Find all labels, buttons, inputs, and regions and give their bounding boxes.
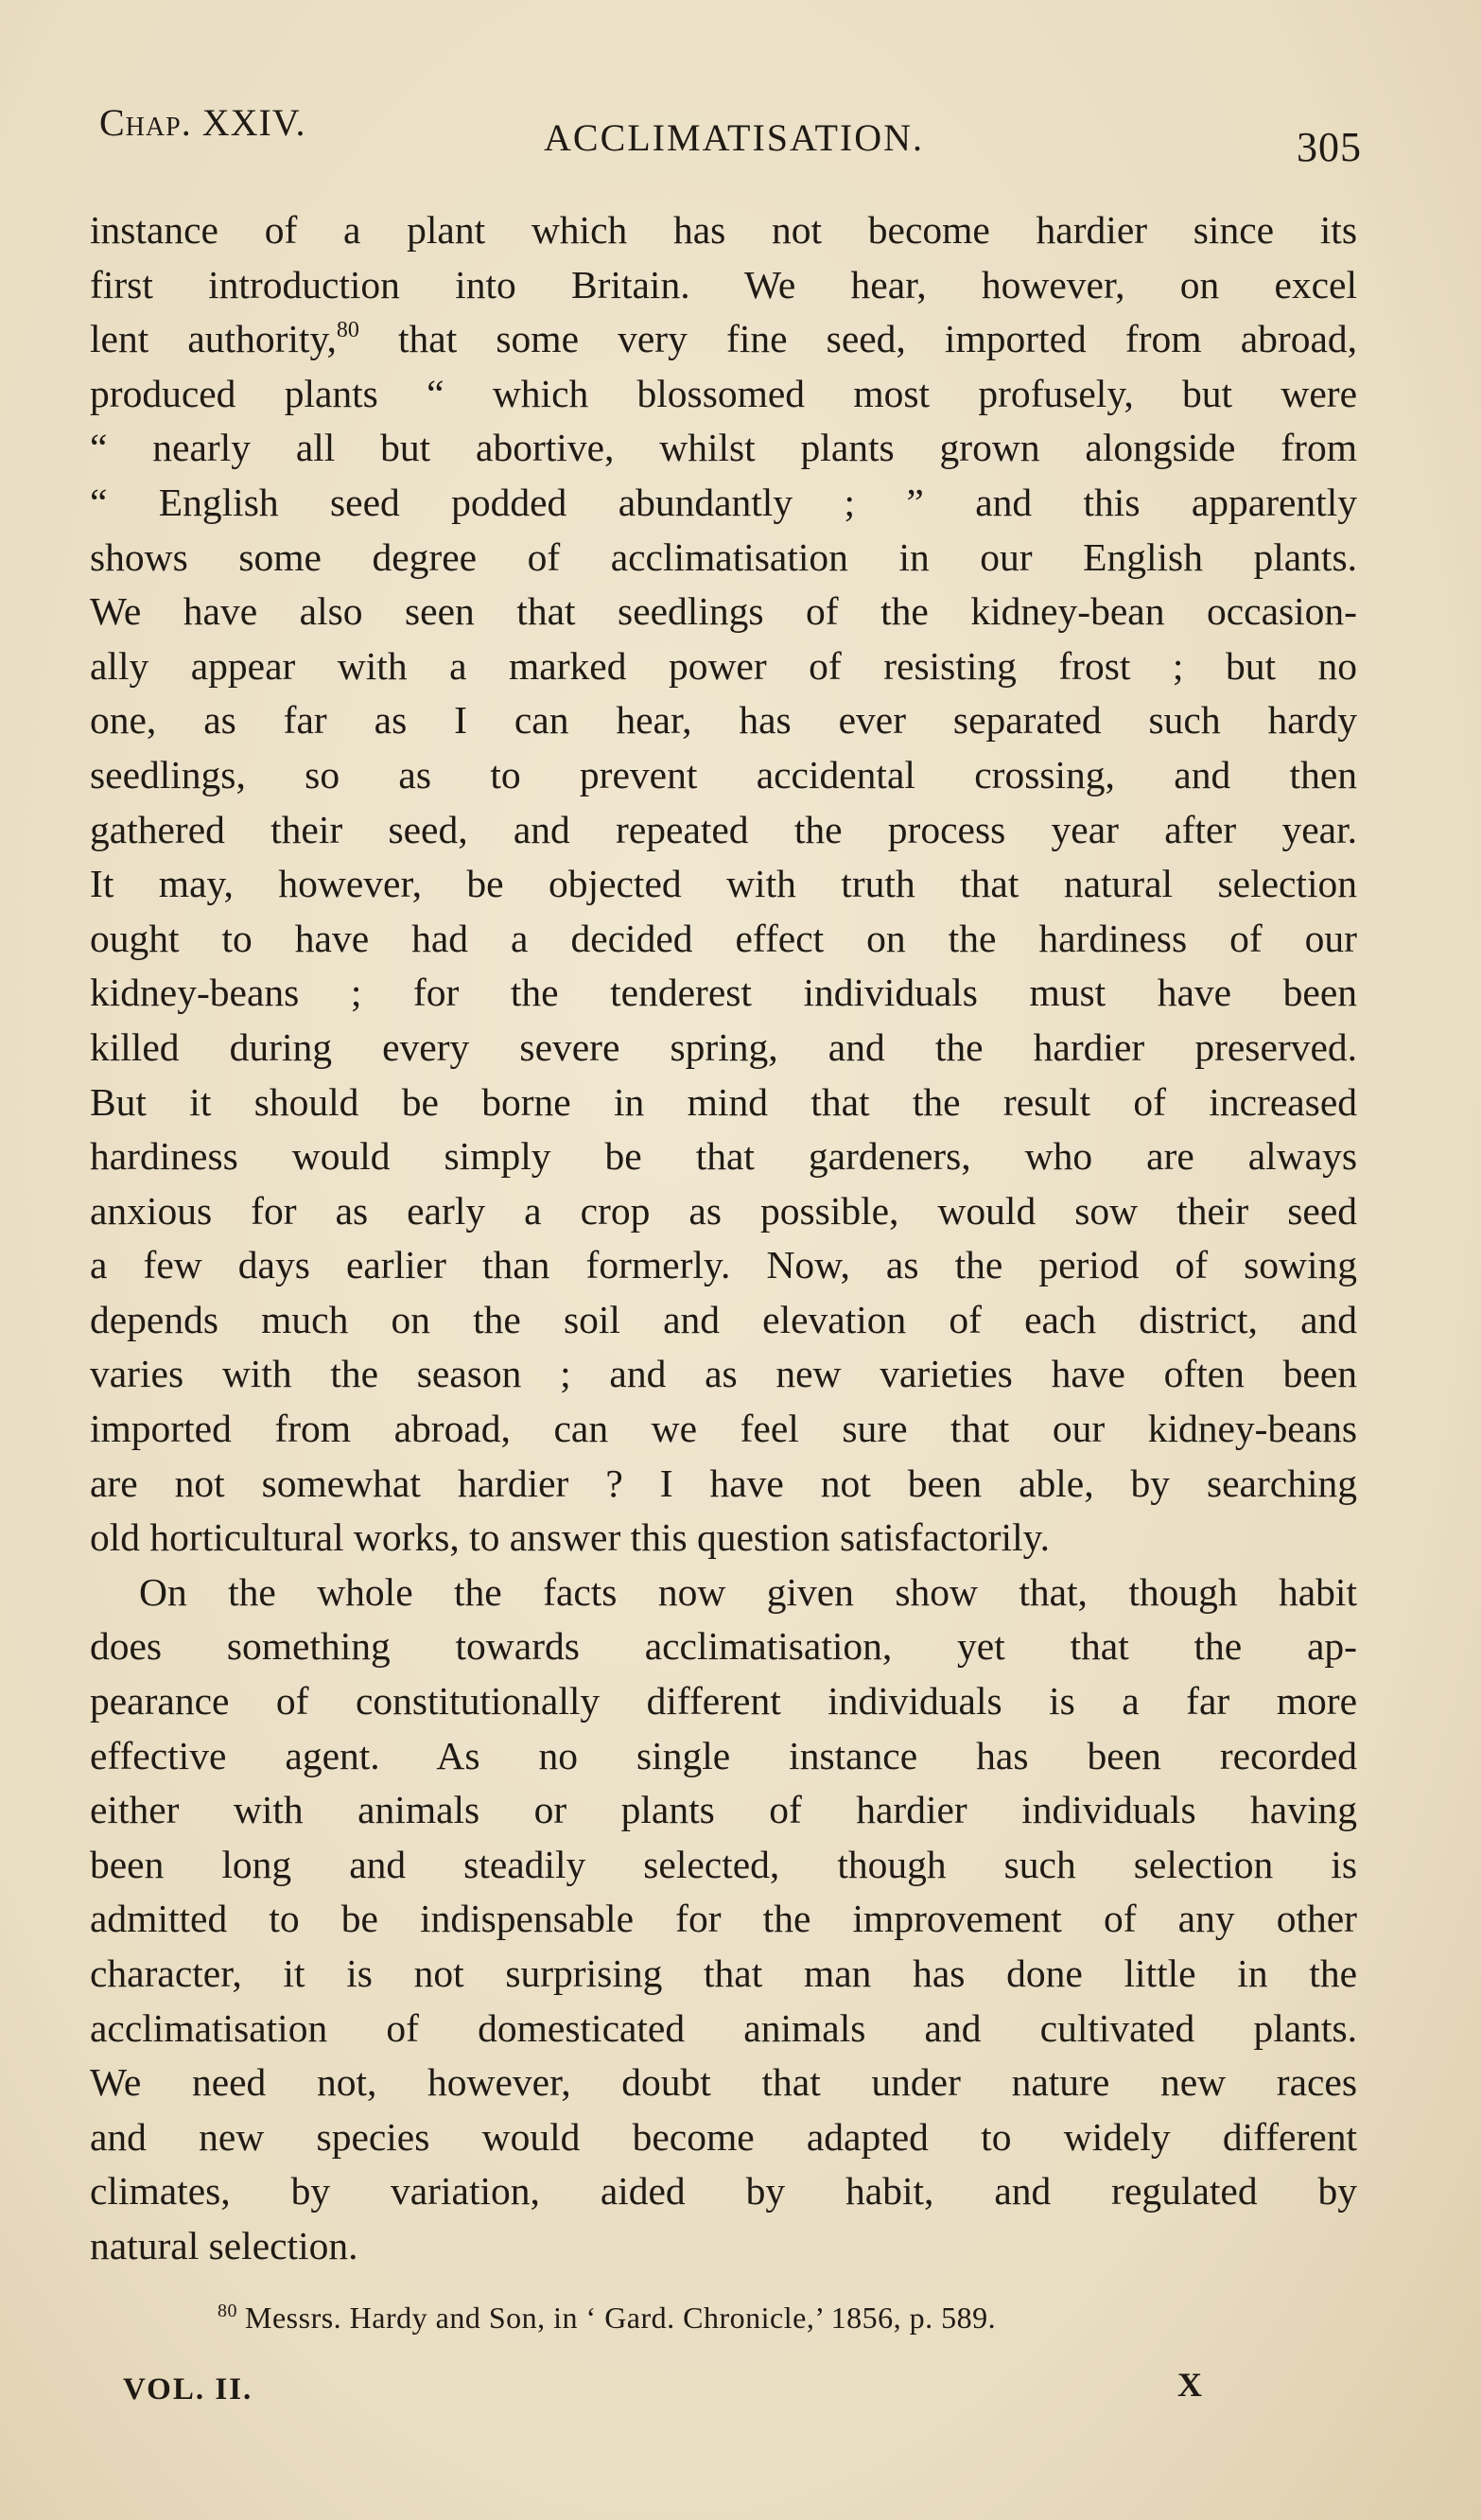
text-line: admitted to be indispensable for the improvement of any other xyxy=(90,1897,1357,1941)
text-line: shows some degree of acclimatisation in our English plants. xyxy=(90,534,1357,579)
text-line: “ nearly all but abortive, whilst plants grown alongside from xyxy=(90,426,1357,470)
text-line: ally appear with a marked power of resisting frost ; but no xyxy=(90,643,1357,688)
text-line: natural selection. xyxy=(90,2223,358,2267)
text-line: acclimatisation of domesticated animals and cultivated plants. xyxy=(90,2005,1357,2050)
text-line: “ English seed podded abundantly ; ” and this apparently xyxy=(90,480,1357,524)
text-line: killed during every severe spring, and the hardier preserved. xyxy=(90,1024,1357,1069)
text-line: character, it is not surprising that man has done little in the xyxy=(90,1951,1357,1995)
text-line: been long and steadily selected, though such selection is xyxy=(90,1842,1357,1886)
text-segment: lent authority, xyxy=(90,317,337,361)
text-line: pearance of constitutionally different individuals is a far more xyxy=(90,1679,1357,1724)
text-line: We have also seen that seedlings of the kidney-bean occasion- xyxy=(90,589,1357,634)
footnote xyxy=(218,2301,996,2336)
text-line: varies with the season ; and as new varieties have often been xyxy=(90,1352,1357,1396)
volume-signature: VOL. II. xyxy=(123,2372,253,2406)
text-line: climates, by variation, aided by habit, and regulated by xyxy=(90,2169,1357,2214)
text-line xyxy=(90,312,1357,367)
footnote-reference: 80 xyxy=(336,318,359,343)
text-line: depends much on the soil and elevation of each district, and xyxy=(90,1297,1357,1341)
text-line: We need not, however, doubt that under nature new races xyxy=(90,2060,1357,2105)
text-line: anxious for as early a crop as possible, would sow their seed xyxy=(90,1188,1357,1233)
text-line: effective agent. As no single instance has been recorded xyxy=(90,1733,1357,1777)
footnote-text: Messrs. Hardy and Son, in ‘ Gard. Chronicle,’ 1856, p. 589. xyxy=(245,2301,997,2335)
page-number: 305 xyxy=(1297,124,1362,170)
text-segment: that some very fine seed, imported from abroad, xyxy=(358,317,1357,361)
text-line: seedlings, so as to prevent accidental crossing, and then xyxy=(90,752,1357,796)
text-line: old horticultural works, to answer this question satisfactorily. xyxy=(90,1515,1051,1560)
running-header xyxy=(99,95,1362,170)
text-line: and new species would become adapted to widely different xyxy=(90,2114,1357,2159)
text-line: kidney-beans ; for the tenderest individuals must have been xyxy=(90,971,1357,1015)
text-line: imported from abroad, can we feel sure that our kidney-beans xyxy=(90,1407,1357,1451)
text-line: does something towards acclimatisation, yet that the ap- xyxy=(90,1624,1357,1669)
footnote-number: 80 xyxy=(218,2301,237,2321)
text-line: hardiness would simply be that gardeners, who are always xyxy=(90,1134,1357,1179)
text-line: On the whole the facts now given show that, though habit xyxy=(139,1569,1357,1614)
text-line: instance of a plant which has not become hardier since its xyxy=(90,208,1357,252)
running-title: ACCLIMATISATION. xyxy=(544,116,924,159)
text-line: one, as far as I can hear, has ever separated such hardy xyxy=(90,698,1357,743)
text-line: a few days earlier than formerly. Now, as the period of sowing xyxy=(90,1243,1357,1287)
text-line: first introduction into Britain. We hear, however, on excel xyxy=(90,262,1357,306)
text-line: It may, however, be objected with truth that natural selection xyxy=(90,862,1357,906)
text-line: But it should be borne in mind that the result of increased xyxy=(90,1079,1357,1124)
text-line: produced plants “ which blossomed most profusely, but were xyxy=(90,371,1357,415)
text-line: either with animals or plants of hardier individuals having xyxy=(90,1788,1357,1832)
body-text xyxy=(90,203,1357,2274)
text-line: gathered their seed, and repeated the process year after year. xyxy=(90,807,1357,851)
chapter-label: Chap. XXIV. xyxy=(99,101,306,144)
text-line: are not somewhat hardier ? I have not been able, by searching xyxy=(90,1461,1357,1505)
text-line: ought to have had a decided effect on the hardiness of our xyxy=(90,916,1357,960)
signature-mark: X xyxy=(1177,2366,1202,2404)
